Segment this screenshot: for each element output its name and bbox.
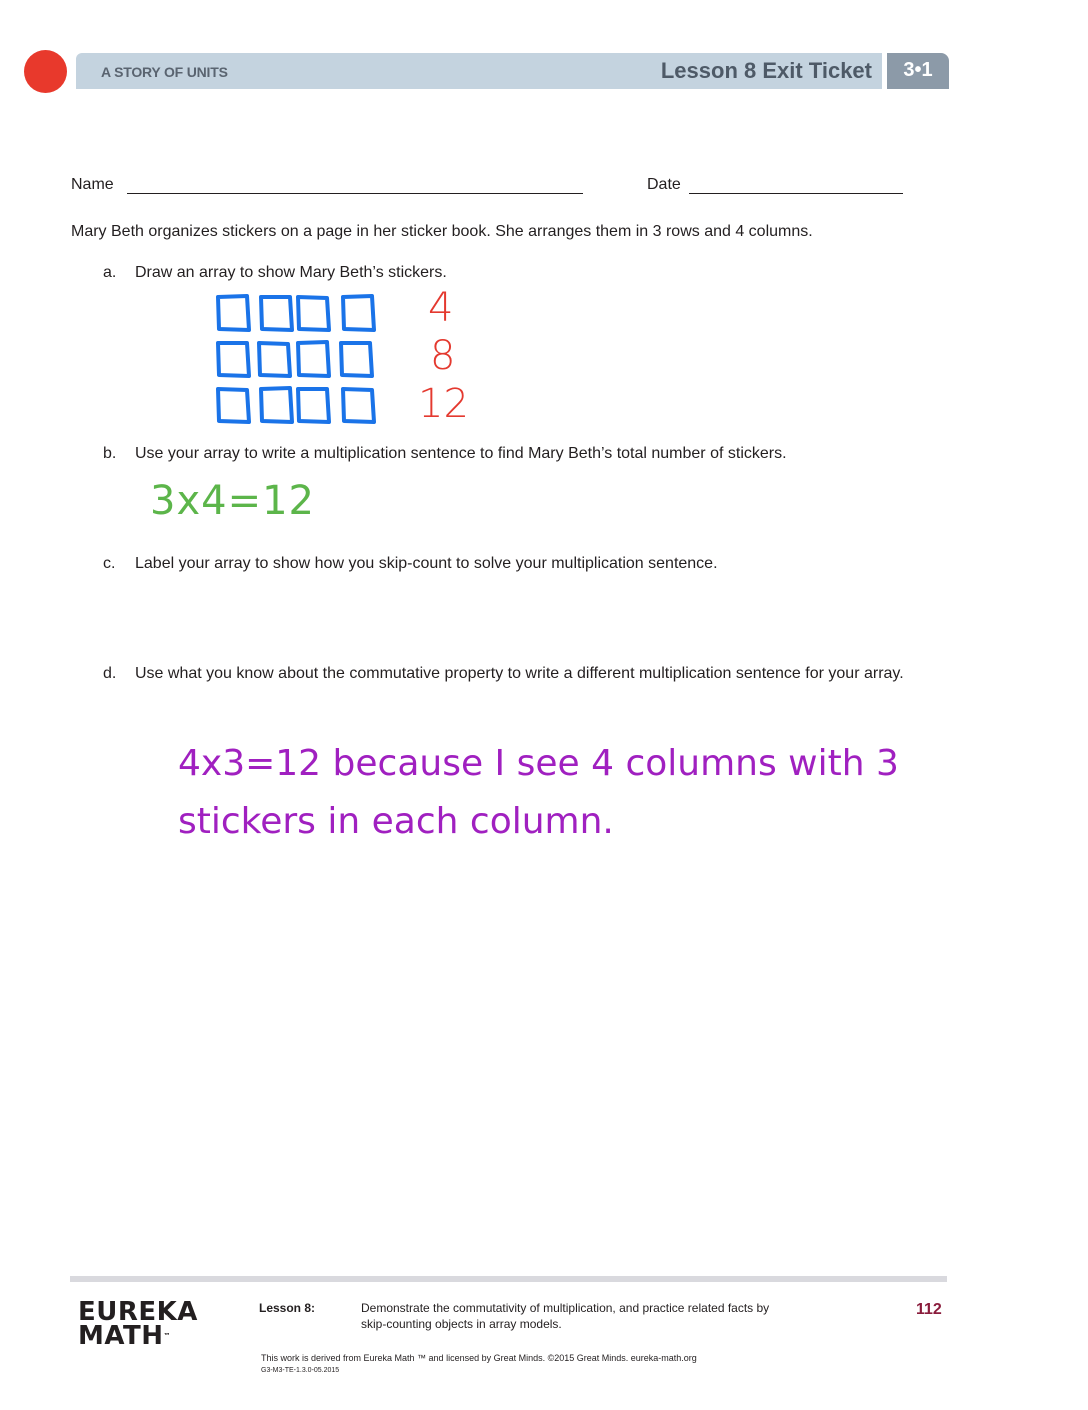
answer-b-sentence: 3x4=12 [150, 478, 315, 524]
license-text: This work is derived from Eureka Math ™ and licensed by Great Minds. ©2015 Great Minds. eureka-math.org [261, 1353, 697, 1363]
page-number: 112 [916, 1301, 942, 1318]
sticker-square [341, 343, 372, 376]
skip-count-4: 4 [428, 285, 454, 331]
sticker-square [298, 297, 329, 330]
lesson-color-dot [24, 50, 67, 93]
sticker-square [343, 296, 374, 330]
date-field[interactable] [689, 193, 903, 194]
document-code: G3-M3-TE-1.3.0-05.2015 [261, 1367, 340, 1374]
footer-lesson-label: Lesson 8: [259, 1301, 316, 1315]
logo-line-2: MATH [78, 1321, 164, 1351]
sticker-square [261, 297, 292, 330]
question-a-letter: a. [103, 264, 117, 281]
date-label: Date [647, 176, 681, 193]
page-title: Lesson 8 Exit Ticket [660, 58, 872, 83]
sticker-square [259, 343, 290, 376]
sticker-square [261, 388, 292, 422]
module-badge: 3•1 [887, 53, 949, 89]
question-b-text: Use your array to write a multiplication sentence to find Mary Beth’s total number of stickers. [135, 445, 787, 462]
name-label: Name [71, 176, 114, 193]
footer-lesson-description: Demonstrate the commutativity of multiplication, and practice related facts by skip-counting objects in array models. [361, 1301, 770, 1331]
question-a-text: Draw an array to show Mary Beth’s stickers. [135, 264, 447, 281]
question-c-text: Label your array to show how you skip-count to solve your multiplication sentence. [135, 555, 718, 572]
skip-count-labels [418, 284, 469, 428]
name-field[interactable] [127, 193, 583, 194]
series-title: A STORY OF UNITS [101, 64, 228, 80]
question-b-letter: b. [103, 445, 117, 462]
logo-line-1: EUREKA [78, 1297, 198, 1327]
question-d-text: Use what you know about the commutative property to write a different multiplication sentence for your array. [135, 665, 904, 682]
sticker-square [218, 343, 249, 376]
sticker-square [218, 389, 249, 422]
answer-d-sentence: 4x3=12 because I see 4 columns with 3 stickers in each column. [178, 743, 899, 842]
sticker-square [343, 389, 374, 422]
logo-trademark: ™ [163, 1332, 171, 1340]
question-d-letter: d. [103, 665, 117, 682]
question-c-letter: c. [103, 555, 116, 572]
eureka-math-logo [78, 1297, 198, 1351]
sticker-square [218, 296, 249, 330]
footer-rule [70, 1276, 947, 1282]
sticker-square [298, 342, 329, 376]
skip-count-8: 8 [430, 333, 456, 379]
sticker-array [210, 288, 390, 430]
problem-intro: Mary Beth organizes stickers on a page in her sticker book. She arranges them in 3 rows and 4 columns. [71, 223, 813, 240]
sticker-square [298, 389, 329, 422]
skip-count-12: 12 [418, 381, 469, 427]
